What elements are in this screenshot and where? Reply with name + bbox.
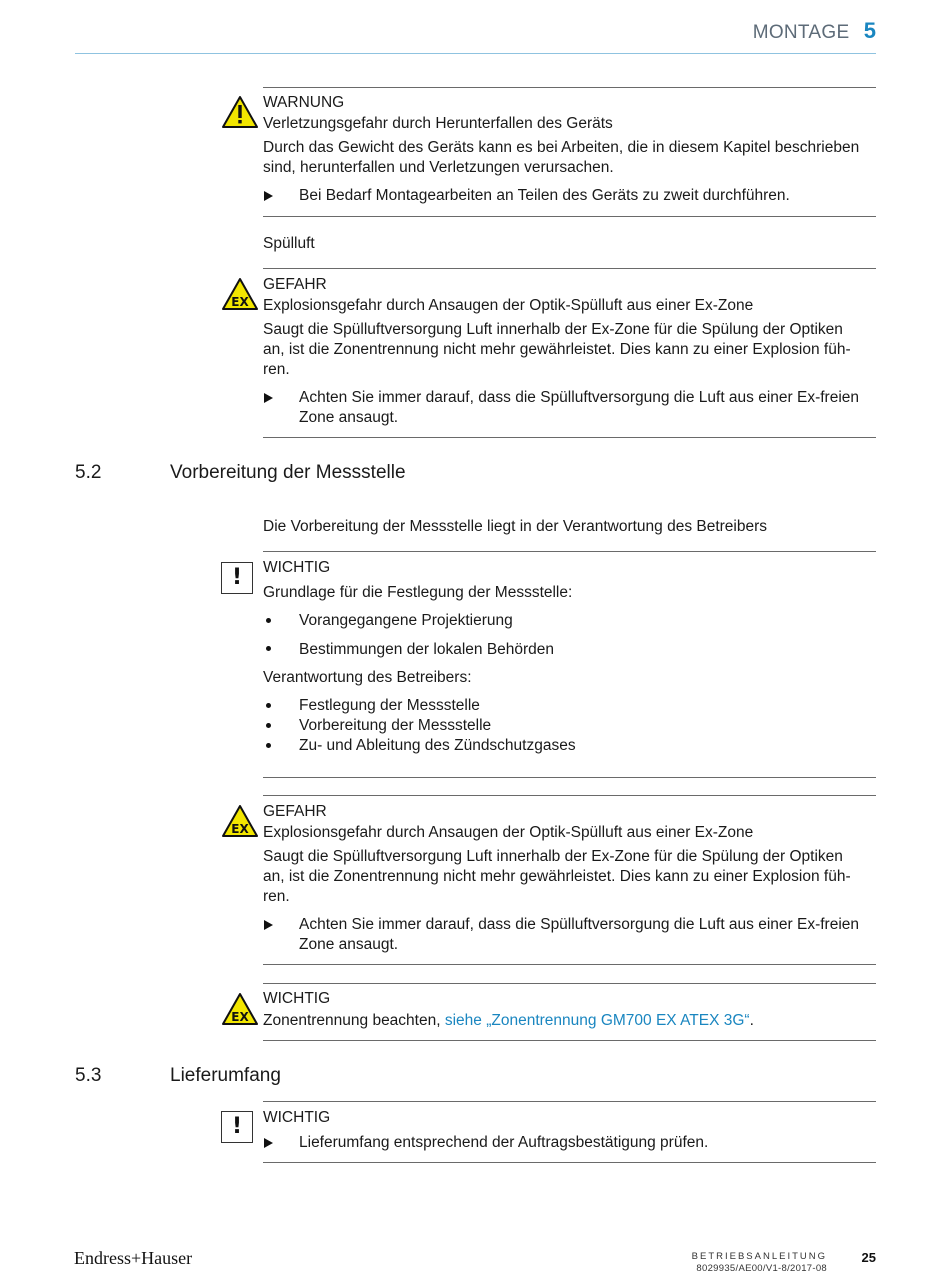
list-item: Zu- und Ableitung des Zündschutzgases — [299, 737, 576, 754]
danger-signal-word: GEFAHR — [263, 803, 327, 820]
chapter-label: MONTAGE — [752, 22, 850, 43]
warning-action: Bei Bedarf Montagearbeiten an Teilen des Geräts zu zweit durchführen. — [299, 187, 790, 204]
warning-bottom-rule — [263, 216, 876, 217]
action-arrow-icon — [264, 393, 273, 403]
warning-body-line: sind, herunterfallen und Verletzungen verursachen. — [263, 159, 614, 176]
section-title: Lieferumfang — [170, 1065, 281, 1086]
bullet-icon — [266, 618, 271, 623]
svg-text:EX: EX — [231, 1010, 249, 1024]
zonentrennung-link[interactable]: siehe „Zonentrennung GM700 EX ATEX 3G“ — [444, 1012, 750, 1029]
important-bottom-rule — [263, 777, 876, 778]
important-signal-word: WICHTIG — [263, 1109, 331, 1126]
footer-doc-id: 8029935/AE00/V1-8/2017-08 — [696, 1263, 827, 1274]
danger-signal-word: GEFAHR — [263, 276, 327, 293]
important-signal-word: WICHTIG — [263, 559, 331, 576]
list-item: Vorangegangene Projektierung — [299, 612, 513, 629]
warning-headline: Verletzungsgefahr durch Herunterfallen des Geräts — [263, 115, 613, 132]
action-arrow-icon — [264, 1138, 273, 1148]
danger-action-line: Achten Sie immer darauf, dass die Spülluftversorgung die Luft aus einer Ex-freien — [299, 916, 860, 933]
danger-body-line: ren. — [263, 888, 290, 905]
warning-body-line: Durch das Gewicht des Geräts kann es bei Arbeiten, die in diesem Kapitel beschrieben — [263, 139, 860, 156]
important-notice-icon: ! — [221, 1111, 253, 1143]
important-action: Lieferumfang entsprechend der Auftragsbestätigung prüfen. — [299, 1134, 709, 1151]
footer-doc-type: BETRIEBSANLEITUNG — [691, 1251, 827, 1262]
svg-text:EX: EX — [231, 295, 249, 309]
warning-triangle-icon — [221, 95, 259, 129]
danger-bottom-rule — [263, 964, 876, 965]
explosion-warning-icon — [221, 992, 259, 1026]
section-number: 5.2 — [75, 462, 102, 483]
action-arrow-icon — [264, 920, 273, 930]
list-item: Bestimmungen der lokalen Behörden — [299, 641, 555, 658]
important-notice-icon: ! — [221, 562, 253, 594]
warning-signal-word: WARNUNG — [263, 94, 345, 111]
page-number: 25 — [861, 1250, 876, 1265]
danger-top-rule — [263, 795, 876, 796]
bullet-icon — [266, 743, 271, 748]
brand-logo: Endress+Hauser — [74, 1248, 193, 1268]
danger-body-line: an, ist die Zonentrennung nicht mehr gewährleistet. Dies kann zu einer Explosion füh- — [263, 868, 851, 885]
important-bottom-rule — [263, 1040, 876, 1041]
important-top-rule — [263, 551, 876, 552]
danger-headline: Explosionsgefahr durch Ansaugen der Optik-Spülluft aus einer Ex-Zone — [263, 297, 754, 314]
danger-body-line: Saugt die Spülluftversorgung Luft innerhalb der Ex-Zone für die Spülung der Optiken — [263, 321, 843, 338]
important-intro: Verantwortung des Betreibers: — [263, 669, 472, 686]
list-item: Festlegung der Messstelle — [299, 697, 480, 714]
danger-action-line: Zone ansaugt. — [299, 409, 399, 426]
danger-body-line: an, ist die Zonentrennung nicht mehr gewährleistet. Dies kann zu einer Explosion füh- — [263, 341, 851, 358]
explosion-warning-icon — [221, 804, 259, 838]
important-top-rule — [263, 1101, 876, 1102]
list-item: Vorbereitung der Messstelle — [299, 717, 492, 734]
explosion-warning-icon — [221, 277, 259, 311]
action-arrow-icon — [264, 191, 273, 201]
header-rule — [75, 53, 876, 54]
bullet-icon — [266, 703, 271, 708]
danger-action-line: Zone ansaugt. — [299, 936, 399, 953]
danger-body-line: ren. — [263, 361, 290, 378]
chapter-number: 5 — [863, 18, 876, 43]
important-text-suffix: . — [749, 1012, 754, 1029]
danger-action-line: Achten Sie immer darauf, dass die Spülluftversorgung die Luft aus einer Ex-freien — [299, 389, 860, 406]
spuelluft-heading: Spülluft — [263, 235, 315, 252]
warning-top-rule — [263, 87, 876, 88]
important-text-prefix: Zonentrennung beachten, — [263, 1012, 445, 1029]
important-intro: Grundlage für die Festlegung der Messstelle: — [263, 584, 573, 601]
important-top-rule — [263, 983, 876, 984]
section-lead: Die Vorbereitung der Messstelle liegt in der Verantwortung des Betreibers — [263, 518, 768, 535]
section-number: 5.3 — [75, 1065, 102, 1086]
important-text — [263, 1011, 754, 1031]
danger-body-line: Saugt die Spülluftversorgung Luft innerhalb der Ex-Zone für die Spülung der Optiken — [263, 848, 843, 865]
danger-bottom-rule — [263, 437, 876, 438]
important-bottom-rule — [263, 1162, 876, 1163]
danger-headline: Explosionsgefahr durch Ansaugen der Optik-Spülluft aus einer Ex-Zone — [263, 824, 754, 841]
svg-text:EX: EX — [231, 822, 249, 836]
danger-top-rule — [263, 268, 876, 269]
page-header — [753, 18, 876, 44]
section-title: Vorbereitung der Messstelle — [170, 462, 406, 483]
bullet-icon — [266, 723, 271, 728]
bullet-icon — [266, 646, 271, 651]
important-signal-word: WICHTIG — [263, 990, 331, 1007]
